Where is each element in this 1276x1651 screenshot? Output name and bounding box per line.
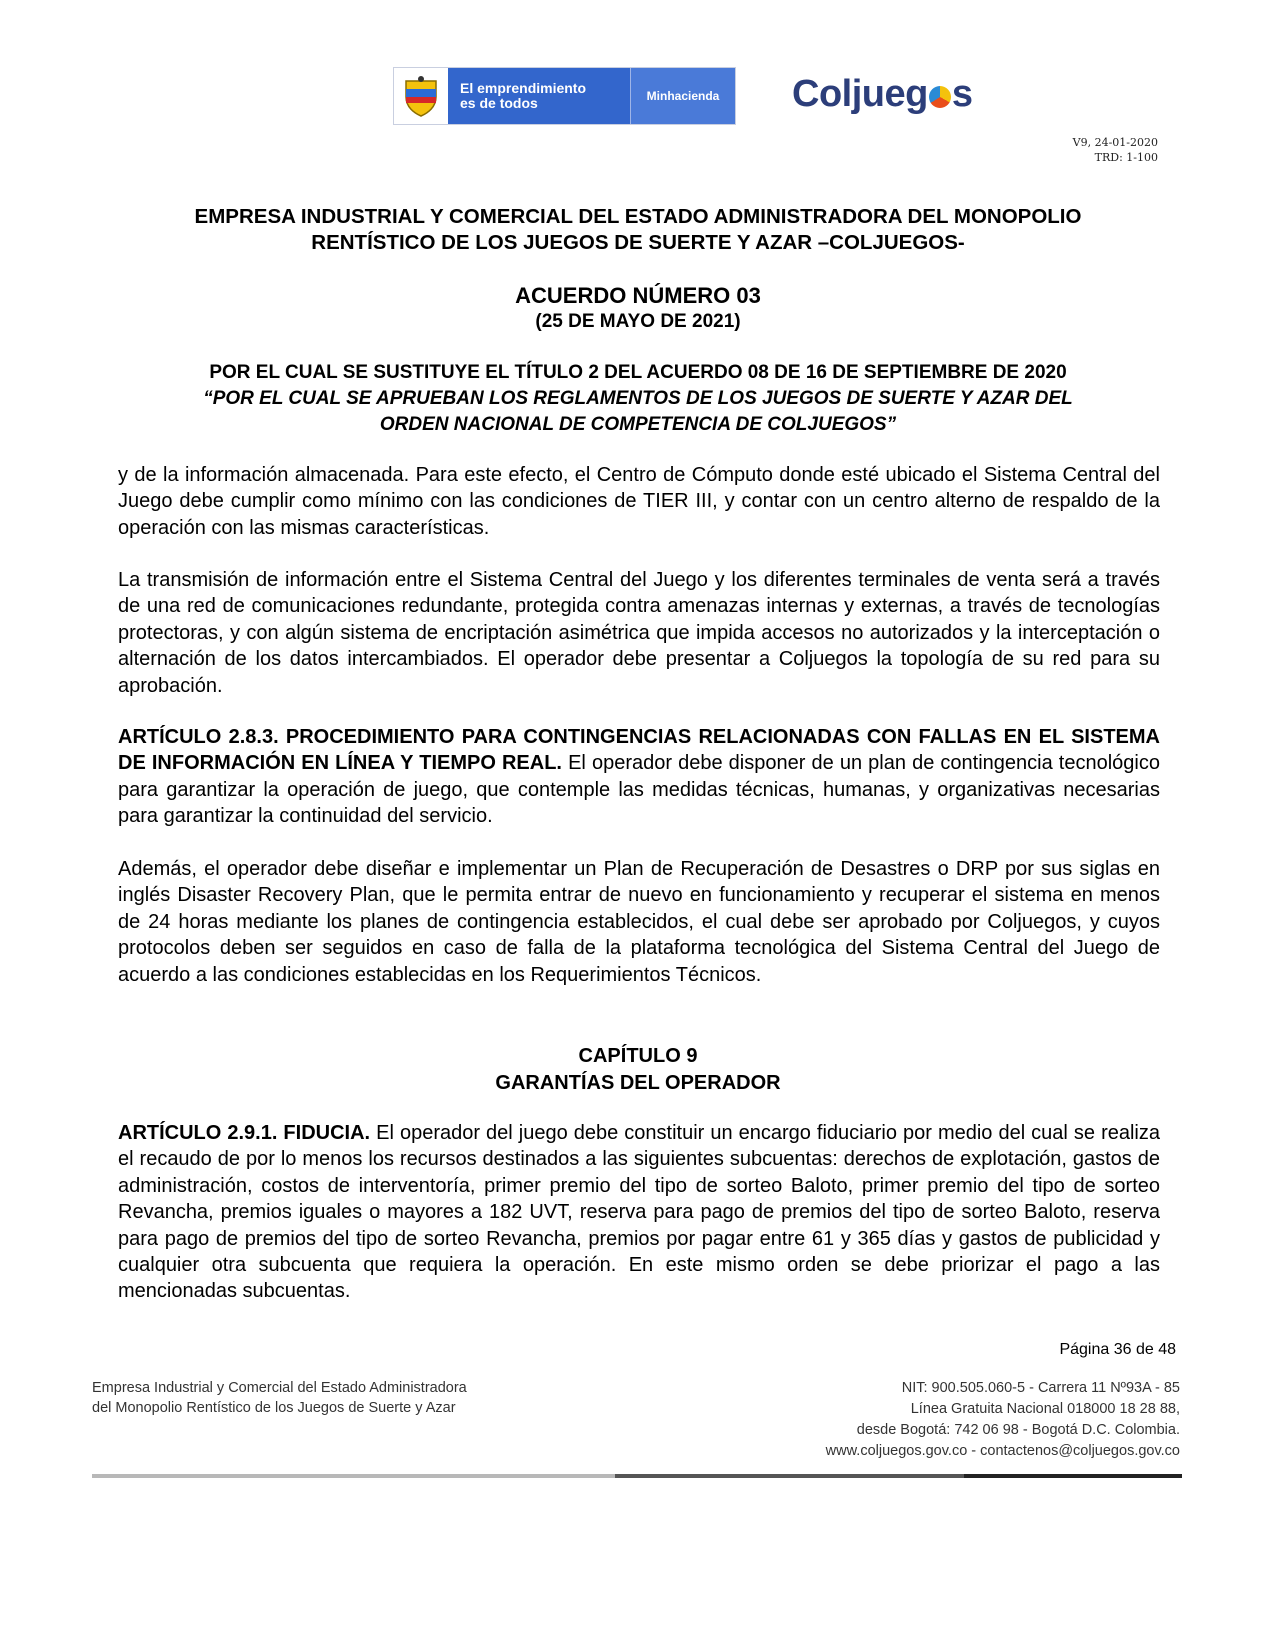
brand-text-part2: s xyxy=(951,73,973,115)
footer-web-email: www.coljuegos.gov.co - contactenos@coljuegos.gov.co xyxy=(825,1443,1180,1459)
footer-bogota-phone: desde Bogotá: 742 06 98 - Bogotá D.C. Colombia. xyxy=(856,1422,1180,1438)
footer-organization xyxy=(92,1378,467,1418)
chapter-title: GARANTÍAS DEL OPERADOR xyxy=(495,1072,781,1094)
subject-quote-line2: ORDEN NACIONAL DE COMPETENCIA DE COLJUEGOS” xyxy=(379,414,897,435)
version-text: V9, 24-01-2020 xyxy=(1072,136,1158,149)
coat-of-arms-icon xyxy=(394,68,448,124)
article-2-8-3-text: El operador debe disponer de un plan de contingencia tecnológico para garantizar la operación de juego, que contemple las medidas técnicas, humanas, y organizativas necesarias para garantizar la continuidad del servicio. xyxy=(118,752,1160,828)
brand-text-part1: Coljueg xyxy=(792,73,928,115)
government-logo xyxy=(393,67,736,125)
footer-contact xyxy=(826,1378,1180,1462)
org-title-line2: RENTÍSTICO DE LOS JUEGOS DE SUERTE Y AZAR –COLJUEGOS- xyxy=(311,231,965,254)
footer-divider xyxy=(92,1474,1182,1478)
paragraph-4: Además, el operador debe diseñar e implementar un Plan de Recuperación de Desastres o DRP por sus siglas en inglés Disaster Recovery Plan, que le permita entrar de nuevo en funcionamiento y recuperar el sistema en menos de 24 horas mediante los planes de contingencia establecidos, el cual debe ser aprobado por Coljuegos, y cuyos protocolos deben ser seguidos en caso de falla de la plataforma tecnológica del Sistema Central del Juego de acuerdo a las condiciones establecidas en los Requerimientos Técnicos. xyxy=(118,858,1160,986)
trd-text: TRD: 1-100 xyxy=(1094,151,1158,164)
gov-slogan xyxy=(448,68,630,124)
ministry-label: Minhacienda xyxy=(630,68,735,124)
footer-left-line1: Empresa Industrial y Comercial del Estado Administradora xyxy=(92,1380,467,1396)
article-2-9-1-text: El operador del juego debe constituir un encargo fiduciario por medio del cual se realiza el recaudo de por lo menos los recursos destinados a las siguientes subcuentas: derechos de explotación, gastos de administración, costos de interventoría, primer premio del tipo de sorteo Baloto, primer premio del tipo de sorteo Revancha, premios iguales o mayores a 182 UVT, reserva para pago de premios del tipo de sorteo Baloto, reserva para pago de premios del tipo de sorteo Revancha, premios por pagar entre 61 y 365 días y gastos de publicidad y cualquier otra subcuenta que requiera la operación. En este mismo orden se debe priorizar el pago a las mencionadas subcuentas. xyxy=(118,1122,1160,1303)
subject-quote-line1: “POR EL CUAL SE APRUEBAN LOS REGLAMENTOS DE LOS JUEGOS DE SUERTE Y AZAR DEL xyxy=(203,388,1073,409)
chapter-heading xyxy=(118,1043,1158,1097)
brand-dot-icon xyxy=(929,86,951,108)
subject-line: POR EL CUAL SE SUSTITUYE EL TÍTULO 2 DEL ACUERDO 08 DE 16 DE SEPTIEMBRE DE 2020 xyxy=(209,362,1067,383)
article-2-9-1-heading: ARTÍCULO 2.9.1. FIDUCIA. xyxy=(118,1122,371,1144)
footer-nit: NIT: 900.505.060-5 - Carrera 11 Nº93A - 85 xyxy=(901,1380,1180,1396)
article-2-8-3-heading: ARTÍCULO 2.8.3. PROCEDIMIENTO PARA CONTINGENCIAS RELACIONADAS CON FALLAS EN EL SISTEMA DE INFORMACIÓN EN LÍNEA Y TIEMPO REAL. xyxy=(118,726,1160,775)
article-2-9-1 xyxy=(118,1120,1160,1305)
article-2-8-3 xyxy=(118,724,1160,830)
organization-title xyxy=(118,204,1158,256)
page-number: Página 36 de 48 xyxy=(1059,1341,1176,1358)
acuerdo-subject xyxy=(118,360,1158,438)
acuerdo-date: (25 DE MAYO DE 2021) xyxy=(535,311,741,332)
paragraph-2: La transmisión de información entre el Sistema Central del Juego y los diferentes terminales de venta será a través de una red de comunicaciones redundante, protegida contra amenazas internas y externas, a través de tecnologías protectoras, y con algún sistema de encriptación asimétrica que impida accesos no autorizados y la interceptación o alternación de los datos intercambiados. El operador debe presentar a Coljuegos la topología de su red para su aprobación. xyxy=(118,569,1160,697)
gov-slogan-line2: es de todos xyxy=(460,95,538,111)
gov-slogan-line1: El emprendimiento xyxy=(460,80,587,96)
paragraph-1: y de la información almacenada. Para este efecto, el Centro de Cómputo donde esté ubicado el Sistema Central del Juego debe cumplir como mínimo con las condiciones de TIER III, y contar con un centro alterno de respaldo de la operación con las mismas características. xyxy=(118,464,1160,539)
chapter-number: CAPÍTULO 9 xyxy=(578,1045,698,1067)
footer-left-line2: del Monopolio Rentístico de los Juegos de Suerte y Azar xyxy=(92,1400,456,1416)
document-version xyxy=(1073,135,1158,165)
footer-phone: Línea Gratuita Nacional 018000 18 28 88, xyxy=(910,1401,1180,1417)
acuerdo-number: ACUERDO NÚMERO 03 xyxy=(515,283,761,308)
coljuegos-logo xyxy=(792,72,972,116)
org-title-line1: EMPRESA INDUSTRIAL Y COMERCIAL DEL ESTADO ADMINISTRADORA DEL MONOPOLIO xyxy=(194,205,1082,228)
